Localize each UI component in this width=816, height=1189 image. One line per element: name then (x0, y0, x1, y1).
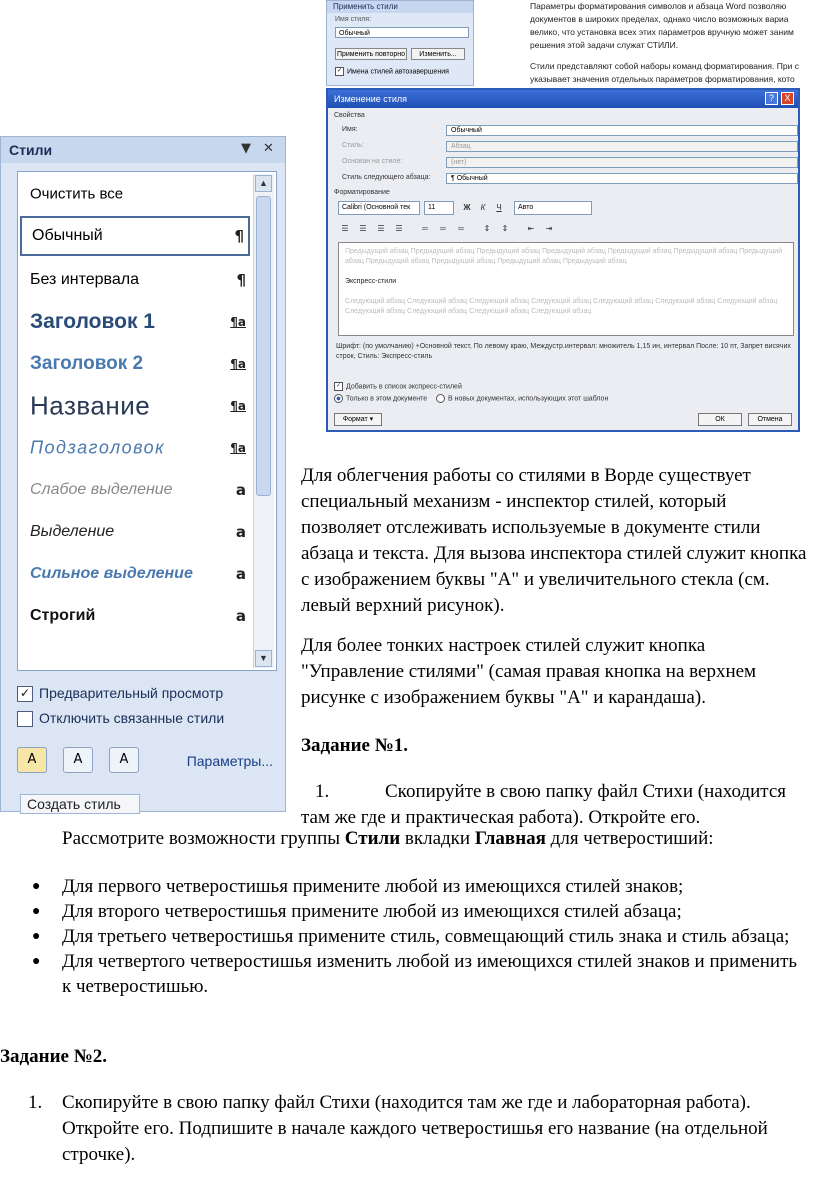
char-style-icon: a (235, 523, 246, 541)
checkbox-icon: ✓ (335, 383, 342, 389)
styles-scrollbar[interactable] (253, 174, 274, 668)
next-style-field[interactable]: ¶ Обычный (446, 173, 798, 184)
step-text: Скопируйте в свою папку файл Стихи (находится там же где и практическая работа). Откройте его. (301, 781, 787, 828)
consider-text: Рассмотрите возможности группы (62, 828, 345, 849)
style-preview (338, 242, 794, 336)
style-item-label: Слабое выделение (30, 481, 173, 498)
list-item (28, 874, 798, 899)
decrease-indent-icon[interactable]: ⇤ (527, 224, 535, 233)
style-item-emphasis[interactable] (20, 512, 250, 552)
snippet-paragraph-2: Стили представляют собой наборы команд форматирования. При с указывает значения отдельных параметров форматирования, кото (530, 61, 799, 84)
styles-list (17, 171, 277, 671)
space-before-icon[interactable]: ⇕ (483, 224, 491, 233)
group-name: Стили (344, 828, 401, 849)
new-documents-radio[interactable] (436, 394, 608, 403)
cancel-button[interactable]: Отмена (748, 413, 792, 426)
preview-label: Предварительный просмотр (39, 685, 224, 701)
pane-close-icon[interactable]: ✕ (263, 141, 274, 156)
style-item-label: Строгий (30, 607, 96, 624)
spacing-single-icon[interactable]: ═ (422, 224, 428, 233)
scroll-up-icon[interactable]: ▲ (255, 175, 272, 192)
task-1-bullets (28, 874, 798, 999)
paragraph-mark-icon: ¶ (234, 227, 244, 245)
name-label: Имя: (342, 126, 358, 133)
name-field[interactable]: Обычный (446, 125, 798, 136)
align-right-icon[interactable]: ☰ (377, 224, 385, 233)
modify-button[interactable]: Изменить... (411, 48, 465, 60)
create-style-tooltip: Создать стиль (20, 794, 140, 814)
style-item-heading-1[interactable] (20, 302, 250, 342)
bold-button[interactable]: Ж (463, 203, 471, 212)
list-item-text: Для четвертого четверостишья изменить любой из имеющихся стилей знаков и применить к четверостишью. (62, 951, 798, 997)
consider-text: вкладки (400, 828, 475, 849)
list-item-text: Для второго четверостишья примените любой из имеющихся стилей абзаца; (62, 901, 682, 922)
add-quick-styles-label: Добавить в список экспресс-стилей (346, 383, 462, 391)
style-item-label: Заголовок 2 (30, 353, 144, 374)
reapply-button[interactable]: Применить повторно (335, 48, 407, 60)
bullet-icon: ● (32, 879, 41, 894)
disable-linked-label: Отключить связанные стили (39, 710, 225, 726)
style-item-label: Обычный (32, 227, 103, 244)
linked-style-icon: ¶a (230, 315, 246, 329)
style-item-strong[interactable] (20, 596, 250, 636)
preview-previous-paragraph: Предыдущий абзац Предыдущий абзац Предыдущий абзац Предыдущий абзац Предыдущий абзац Предыдущий абзац Предыдущий абзац Предыдущий абзац Предыдущий абзац Предыдущий абзац Предыдущий абзац (345, 248, 783, 265)
space-after-icon[interactable]: ⇕ (501, 224, 509, 233)
preview-next-paragraph: Следующий абзац Следующий абзац Следующий абзац Следующий абзац Следующий абзац Следующий абзац Следующий абзац Следующий абзац Следующий абзац Следующий абзац Следующий абзац (345, 298, 778, 315)
size-combo[interactable]: 11 (424, 201, 454, 215)
manage-styles-icon[interactable]: A (109, 747, 139, 773)
style-item-subtle-emphasis[interactable] (20, 470, 250, 510)
style-type-field[interactable]: Абзац (446, 141, 798, 152)
paragraph-mark-icon: ¶ (236, 271, 246, 289)
apply-styles-title: Применить стили (327, 1, 473, 13)
modify-style-dialog (326, 88, 800, 432)
only-this-document-label: Только в этом документе (346, 395, 428, 403)
task-1-heading: Задание №1. (301, 735, 409, 756)
style-item-label: Выделение (30, 523, 115, 540)
style-item-normal[interactable] (20, 216, 250, 256)
justify-icon[interactable]: ☰ (395, 224, 403, 233)
preview-checkbox[interactable] (17, 685, 223, 702)
style-name-combo[interactable]: Обычный (335, 27, 469, 38)
autocomplete-checkbox[interactable] (335, 67, 449, 76)
properties-section-label: Свойства (334, 112, 365, 119)
style-inspector-icon[interactable]: A (63, 747, 93, 773)
scroll-thumb[interactable] (256, 196, 271, 496)
bullet-icon: ● (32, 904, 41, 919)
list-item-text: Для первого четверостишья примените любой из имеющихся стилей знаков; (62, 876, 684, 897)
paragraph-manage-styles: Для более тонких настроек стилей служит кнопка "Управление стилями" (самая правая кнопка на верхнем рисунке с изображением буквы "А" и карандаша). (301, 635, 757, 708)
align-left-icon[interactable]: ☰ (341, 224, 349, 233)
options-link[interactable]: Параметры... (186, 753, 273, 769)
list-item (28, 949, 798, 999)
style-item-intense-emphasis[interactable] (20, 554, 250, 594)
spacing-double-icon[interactable]: ═ (458, 224, 464, 233)
linked-style-icon: ¶a (230, 399, 246, 413)
font-combo[interactable]: Calibri (Основной тек (338, 201, 420, 215)
style-item-label: Заголовок 1 (30, 310, 155, 333)
spacing-half-icon[interactable]: ═ (440, 224, 446, 233)
styles-pane (0, 136, 286, 812)
styles-pane-title: Стили (9, 142, 53, 158)
style-item-subtitle[interactable] (20, 428, 250, 468)
style-item-clear[interactable] (20, 174, 250, 214)
align-center-icon[interactable]: ☰ (359, 224, 367, 233)
bullet-icon: ● (32, 929, 41, 944)
based-on-label: Основан на стиле: (342, 158, 403, 165)
disable-linked-checkbox[interactable] (17, 710, 224, 727)
autocomplete-label: Имена стилей автозавершения (347, 68, 449, 76)
underline-button[interactable]: Ч (496, 203, 502, 212)
apply-styles-panel (326, 0, 474, 86)
style-item-label: Сильное выделение (30, 565, 193, 582)
color-combo[interactable]: Авто (514, 201, 592, 215)
scroll-down-icon[interactable]: ▼ (255, 650, 272, 667)
char-style-icon: a (235, 565, 246, 583)
help-icon[interactable]: ? (765, 92, 778, 105)
style-item-label: Название (30, 390, 151, 421)
italic-button[interactable]: К (480, 203, 486, 212)
consider-text: для четверостиший: (545, 828, 714, 849)
step-text: Скопируйте в свою папку файл Стихи (находится там же где и лабораторная работа). Откройте его. Подпишите в начале каждого четверостишья его название (на отдельной строчке). (62, 1092, 768, 1165)
style-item-title[interactable] (20, 386, 250, 426)
radio-icon (334, 394, 343, 403)
style-type-label: Стиль: (342, 142, 364, 149)
dialog-title: Изменение стиля (334, 94, 408, 104)
preview-sample: Экспресс-стили (345, 278, 397, 285)
style-name-label: Имя стиля: (335, 16, 372, 23)
char-style-icon: a (235, 607, 246, 625)
based-on-field[interactable]: (нет) (446, 157, 798, 168)
style-description: Шрифт: (по умолчанию) +Основной текст, По левому краю, Междустр.интервал: множитель 1,15 ин, интервал После: 10 пт, Запрет висячих строк, Стиль: Экспресс-стиль (336, 343, 791, 360)
list-item (28, 924, 798, 949)
next-style-label: Стиль следующего абзаца: (342, 174, 431, 181)
linked-style-icon: ¶a (230, 357, 246, 371)
format-button[interactable]: Формат ▾ (334, 413, 382, 426)
style-item-label: Подзаголовок (30, 437, 166, 458)
increase-indent-icon[interactable]: ⇥ (545, 224, 553, 233)
bullet-icon: ● (32, 954, 41, 969)
list-item (28, 899, 798, 924)
style-item-label: Очистить все (30, 185, 124, 203)
paragraph-inspector: Для облегчения работы со стилями в Ворде существует специальный механизм - инспектор стилей, который позволяет отслеживать используемые в документе стили абзаца и текста. Для вызова инспектора стилей служит кнопка с изображением буквы "А" и увеличительного стекла (см. левый верхний рисунок). (301, 465, 807, 616)
task-1-step (301, 779, 816, 831)
style-item-heading-2[interactable] (20, 344, 250, 384)
char-style-icon: a (235, 481, 246, 499)
top-right-snippet (530, 0, 816, 94)
new-style-icon[interactable]: A (17, 747, 47, 773)
dialog-titlebar (328, 90, 798, 108)
radio-icon (436, 394, 445, 403)
style-item-label: Без интервала (30, 271, 139, 288)
list-item-text: Для третьего четверостишья примените стиль, совмещающий стиль знака и стиль абзаца; (62, 926, 790, 947)
step-number: 1. (28, 1092, 43, 1113)
checkbox-icon: ✓ (336, 68, 343, 74)
snippet-paragraph-1: Параметры форматирования символов и абзаца Word позволяю документов в широких пределах, однако число возможных вариа велико, что установка всех этих параметров вручную может заним решения этой задачи служат СТИЛИ. (530, 1, 794, 50)
ok-button[interactable]: ОК (698, 413, 742, 426)
checkbox-checked-icon: ✓ (17, 686, 33, 702)
linked-style-icon: ¶a (230, 441, 246, 455)
checkbox-icon (17, 711, 33, 727)
step-number: 1. (315, 781, 330, 802)
new-documents-label: В новых документах, использующих этот шаблон (448, 395, 609, 403)
style-item-no-spacing[interactable] (20, 260, 250, 300)
tab-name: Главная (474, 828, 546, 849)
pane-menu-icon[interactable]: ▼ (241, 141, 251, 156)
only-this-document-radio[interactable] (334, 394, 427, 403)
close-icon[interactable]: X (781, 92, 794, 105)
task-2-heading: Задание №2. (0, 1046, 108, 1067)
add-quick-styles-checkbox[interactable] (334, 382, 462, 391)
consider-paragraph (62, 826, 802, 852)
formatting-section-label: Форматирование (334, 189, 390, 196)
